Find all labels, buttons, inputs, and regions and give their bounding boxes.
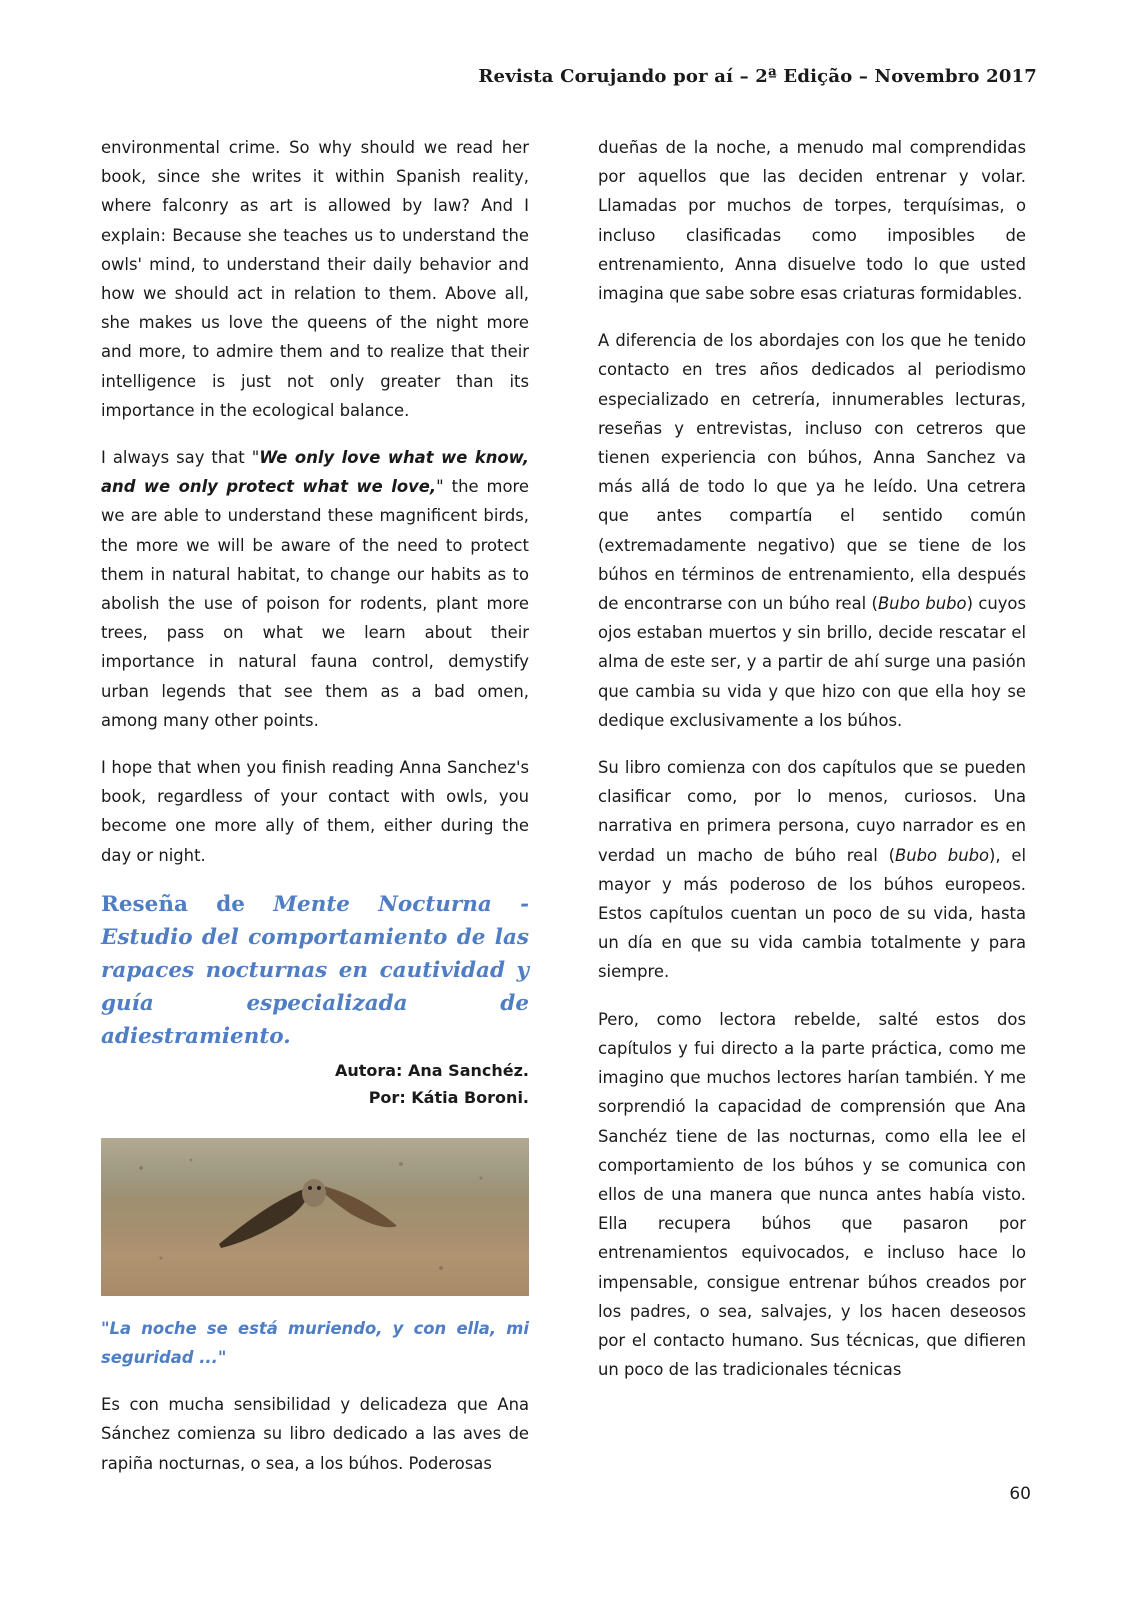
text: " the more we are able to understand these magnificent birds, the more we will be aware of the need to protect them in natural habitat, to change our habits as to abolish the use of poison for rodents, plant more trees, pass on what we learn about their importance in natural fauna control, demystify urban legends that see them as a bad omen, among many other points.: [101, 477, 529, 730]
paragraph: I hope that when you finish reading Anna Sanchez's book, regardless of your contact with owls, you become one more ally of them, either during the day or night.: [101, 758, 529, 865]
review-title-prefix: Reseña de: [101, 891, 274, 917]
left-column: [101, 133, 529, 1496]
text: A diferencia de los abordajes con los que he tenido contacto en tres años dedicados al periodismo especializado en cetrería, innumerables lecturas, reseñas y entrevistas, incluso con cetreros que tienen experiencia con búhos, Anna Sanchez va más allá de todo lo que ya he leído. Una cetrera que antes compartía el sentido común (extremadamente negativo) que se tiene de los búhos en términos de entrenamiento, ella después de encontrarse con un búho real (: [598, 331, 1026, 614]
paragraph: Pero, como lectora rebelde, salté estos dos capítulos y fui directo a la parte práctica, como me imagino que muchos lectores harían también. Y me sorprendió la capacidad de comprensión que Ana Sanchéz tiene de las nocturnas, como ella lee el comportamiento de los búhos y se comunica con ellos de una manera que nunca antes había visto. Ella recupera búhos que pasaron por entrenamientos equivocados, e incluso hace lo impensable, consigue entrenar búhos creados por los padres, o sea, salvajes, y los hacen deseosos por el contacto humano. Sus técnicas, que difieren un poco de las tradicionales técnicas: [598, 1009, 1026, 1380]
page-number: 60: [1009, 1484, 1031, 1504]
species-name: Bubo bubo: [894, 845, 990, 865]
paragraph: environmental crime. So why should we read her book, since she writes it within Spanish reality, where falconry as art is allowed by law? And I explain: Because she teaches us to understand the owls' mind, to understand their daily behavior and how we should act in relation to them. Above all, she makes us love the queens of the night more and more, to admire them and to realize that their intelligence is just not only greater than its importance in the ecological balance.: [101, 138, 529, 420]
text: ) cuyos ojos estaban muertos y sin brillo, decide rescatar el alma de este ser, y a partir de ahí surge una pasión que cambia su vida y que hizo con que ella hoy se dedique exclusivamente a los búhos.: [598, 594, 1026, 730]
reviewer-line: Por: Kátia Boroni.: [368, 1087, 529, 1107]
text: I always say that ": [101, 448, 260, 468]
magazine-header: Revista Corujando por aí – 2ª Edição – Novembro 2017: [478, 66, 1037, 87]
paragraph: [598, 326, 1026, 735]
owl-flight-photo: [101, 1138, 529, 1296]
book-title: Mente Nocturna - Estudio del comportamiento de las rapaces nocturnas en cautividad y guía especializada de adiestramiento.: [101, 891, 530, 1049]
species-name: Bubo bubo: [877, 594, 967, 614]
emphasized-quote: We only love what we know, and we only protect what we love,: [101, 448, 529, 497]
author-line: Autora: Ana Sanchéz.: [334, 1060, 529, 1080]
paragraph: Es con mucha sensibilidad y delicadeza que Ana Sánchez comienza su libro dedicado a las aves de rapiña nocturnas, o sea, a los búhos. Poderosas: [101, 1395, 529, 1473]
paragraph: [101, 443, 529, 735]
text: Su libro comienza con dos capítulos que se pueden clasificar como, por lo menos, curiosos. Una narrativa en primera persona, cuyo narrador es en verdad un macho de búho real (: [598, 758, 1026, 865]
text: ), el mayor y más poderoso de los búhos europeos. Estos capítulos cuentan un poco de su vida, hasta un día en que su vida cambia totalmente y para siempre.: [598, 845, 1027, 982]
paragraph: [598, 753, 1026, 987]
photo-caption: "La noche se está muriendo, y con ella, mi seguridad ...": [101, 1318, 529, 1368]
right-column: [598, 133, 1026, 1402]
paragraph: dueñas de la noche, a menudo mal comprendidas por aquellos que las deciden entrenar y volar. Llamadas por muchos de torpes, terquísimas, o incluso clasificadas como imposibles de entrenamiento, Anna disuelve todo lo que usted imagina que sabe sobre esas criaturas formidables.: [598, 138, 1026, 304]
review-title: [101, 888, 529, 1053]
